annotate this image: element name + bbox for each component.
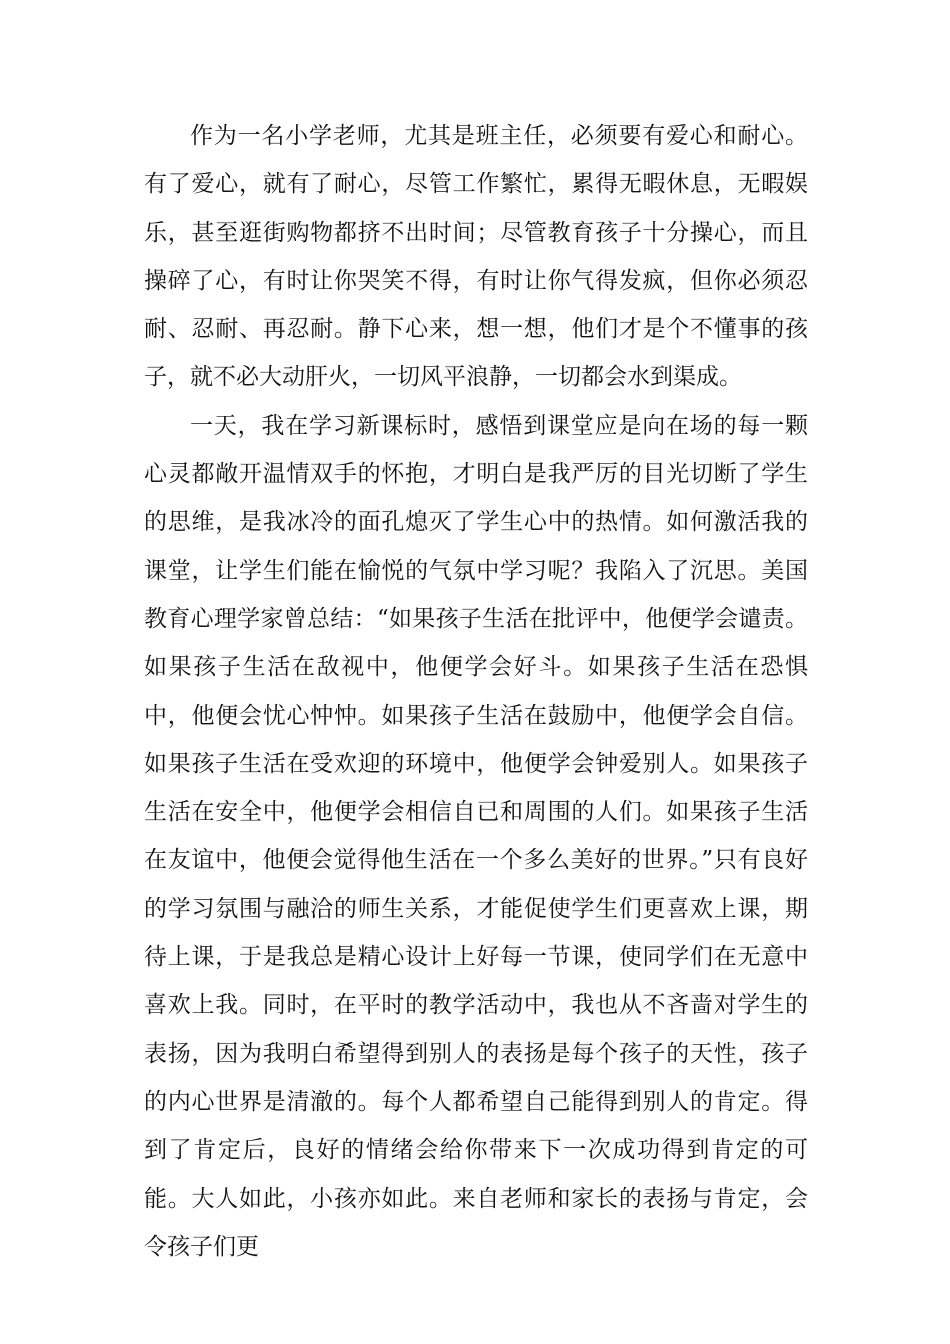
paragraph-patience: 作为一名小学老师，尤其是班主任，必须要有爱心和耐心。有了爱心，就有了耐心，尽管工作繁忙，累得无暇休息，无暇娱乐，甚至逛街购物都挤不出时间；尽管教育孩子十分操心，而且操碎了心，有时让你哭笑不得，有时让你气得发疯，但你必须忍耐、忍耐、再忍耐。静下心来，想一想，他们才是个不懂事的孩子，就不必大动肝火，一切风平浪静，一切都会水到渠成。 — [144, 123, 808, 391]
paragraph-classroom: 一天，我在学习新课标时，感悟到课堂应是向在场的每一颗心灵都敞开温情双手的怀抱，才明白是我严厉的目光切断了学生的思维，是我冰冷的面孔熄灭了学生心中的热情。如何激活我的课堂，让学生们能在愉悦的气氛中学习呢？我陷入了沉思。美国教育心理学家曾总结：“如果孩子生活在批评中，他便学会谴责。如果孩子生活在敌视中，他便学会好斗。如果孩子生活在恐惧中，他便会忧心忡忡。如果孩子生活在鼓励中，他便学会自信。如果孩子生活在受欢迎的环境中，他便学会钟爱别人。如果孩子生活在安全中，他便学会相信自已和周围的人们。如果孩子生活在友谊中，他便会觉得他生活在一个多么美好的世界。”只有良好的学习氛围与融洽的师生关系，才能促使学生们更喜欢上课，期待上课，于是我总是精心设计上好每一节课，使同学们在无意中喜欢上我。同时，在平时的教学活动中，我也从不吝啬对学生的表扬，因为我明白希望得到别人的表扬是每个孩子的天性，孩子的内心世界是清澈的。每个人都希望自己能得到别人的肯定。得到了肯定后，良好的情绪会给你带来下一次成功得到肯定的可能。大人如此，小孩亦如此。来自老师和家长的表扬与肯定，会令孩子们更 — [144, 412, 808, 1260]
document-body — [144, 112, 808, 1271]
